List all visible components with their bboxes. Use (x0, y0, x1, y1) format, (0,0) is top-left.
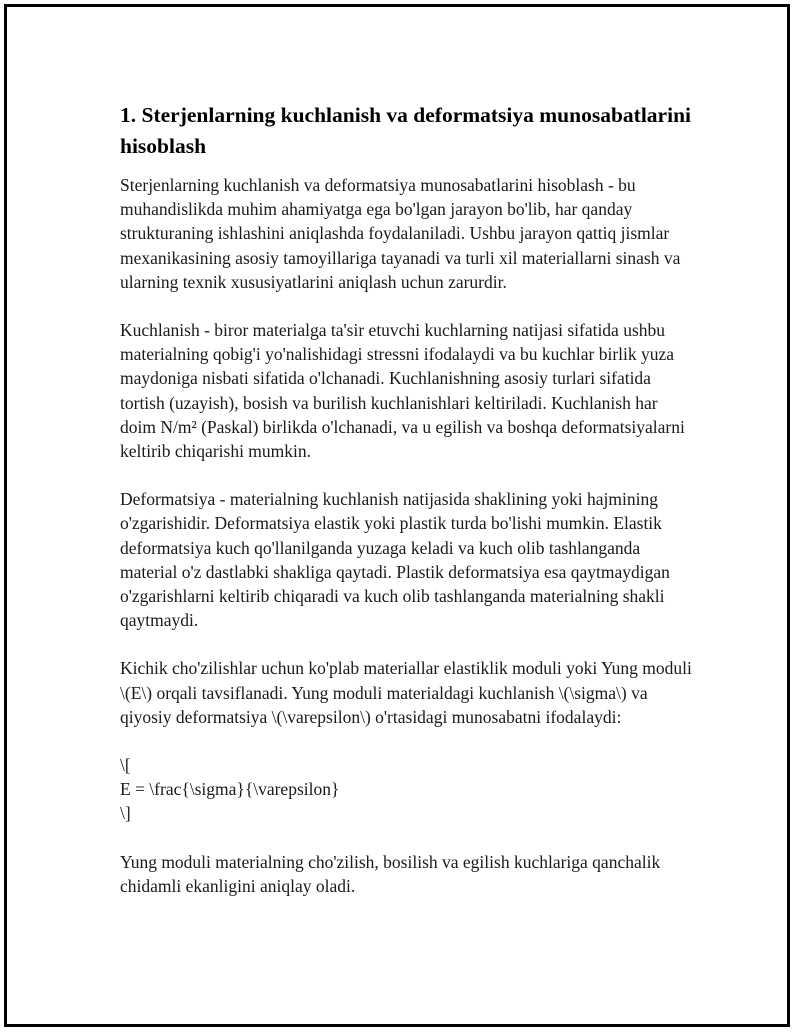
document-body (120, 100, 695, 922)
paragraph-intro: Sterjenlarning kuchlanish va deformatsiya munosabatlarini hisoblash - bu muhandislikda muhim ahamiyatga ega bo'lgan jarayon bo'lib, har qanday strukturaning ishlashini aniqlashda foydalaniladi. Ushbu jarayon qattiq jismlar mexanikasining asosiy tamoyillariga tayanadi va turli xil materiallarni sinash va ularning texnik xususiyatlarini aniqlash uchun zarurdir. (120, 175, 681, 292)
formula-close: \] (120, 803, 131, 824)
paragraph-deformation: Deformatsiya - materialning kuchlanish natijasida shaklining yoki hajmining o'zgarishidir. Deformatsiya elastik yoki plastik turda bo'lishi mumkin. Elastik deformatsiya kuch qo'llanilganda yuzaga keladi va kuch olib tashlanganda material o'z dastlabki shakliga qaytadi. Plastik deformatsiya esa qaytmaydigan o'zgarishlarni keltirib chiqaradi va kuch olib tashlanganda materialning shakli qaytmaydi. (120, 489, 670, 631)
section-heading: 1. Sterjenlarning kuchlanish va deformatsiya munosabatlarini hisoblash (120, 103, 691, 158)
page-frame (4, 4, 790, 1027)
formula-open: \[ (120, 755, 131, 776)
paragraph-closing: Yung moduli materialning cho'zilish, bosilish va egilish kuchlariga qanchalik chidamli ekanligini aniqlay oladi. (120, 851, 661, 896)
paragraph-stress: Kuchlanish - biror materialga ta'sir etuvchi kuchlarning natijasi sifatida ushbu materialning qobig'i yo'nalishidagi stressni ifodalaydi va bu kuchlar birlik yuza maydoniga nisbati sifatida o'lchanadi. Kuchlanishning asosiy turlari sifatida tortish (uzayish), bosish va burilish kuchlanishlari keltiriladi. Kuchlanish har doim N/m² (Paskal) birlikda o'lchanadi, va u egilish va boshqa deformatsiyalarni keltirib chiqarishi mumkin. (120, 320, 685, 462)
paragraph-youngs-modulus: Kichik cho'zilishlar uchun ko'plab materiallar elastiklik moduli yoki Yung moduli \(E\) orqali tavsiflanadi. Yung moduli materialdagi kuchlanish \(\sigma\) va qiyosiy deformatsiya \(\varepsilon\) o'rtasidagi munosabatni ifodalaydi: (120, 658, 692, 727)
formula-body: E = \frac{\sigma}{\varepsilon} (120, 779, 340, 800)
formula-block (120, 753, 695, 826)
